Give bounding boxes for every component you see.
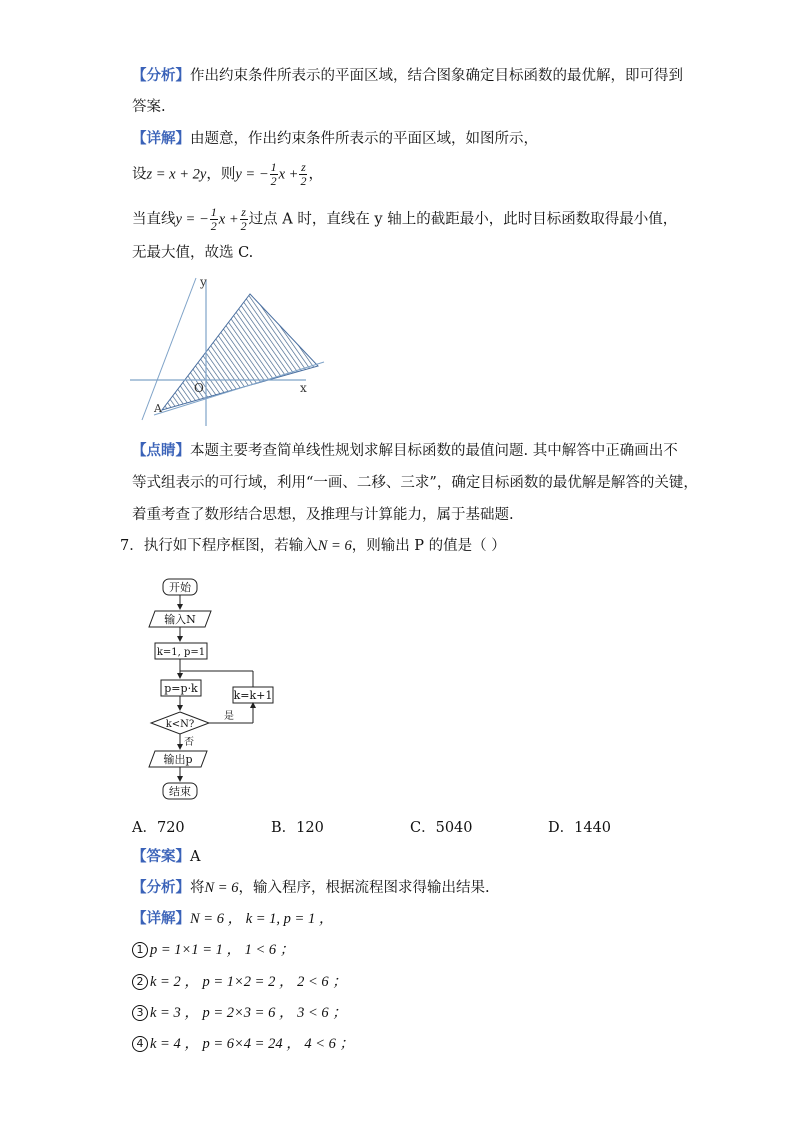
condition-label: k<N? xyxy=(165,719,195,730)
input-label: 输入N xyxy=(164,613,196,626)
step-number-circle: 4 xyxy=(132,1036,148,1052)
feasible-region-graph xyxy=(128,270,328,430)
output-label: 输出p xyxy=(163,753,193,766)
answer-line xyxy=(132,847,200,867)
step-number-circle: 2 xyxy=(132,974,148,990)
step-1: 1 p = 1×1 = 1 ， 1 < 6 ； xyxy=(132,940,294,960)
analysis-1-line-1: 【分析】作出约束条件所表示的平面区域，结合图象确定目标函数的最优解，即可得到 xyxy=(132,67,683,84)
detail-1-substitution: 设z = x + 2y，则y = − $\frac{1}{2}$ x + $\frac{z}{2}$ ， xyxy=(132,160,323,188)
comment-line-1: 【点睛】本题主要考查简单线性规划求解目标函数的最值问题. 其中解答中正确画出不 xyxy=(132,442,678,459)
no-label: 否 xyxy=(184,737,194,748)
detail-1-line-when: 当直线y = − $\frac{1}{2}$ x + $\frac{z}{2}$ 过点 A 时，直线在 y 轴上的截距最小，此时目标函数取得最小值， xyxy=(132,205,678,233)
question-7-stem: 7．执行如下程序框图，若输入N = 6，则输出 P 的值是（ ） xyxy=(120,538,506,554)
y-axis-label: y xyxy=(200,275,207,289)
option-d: D．1440 xyxy=(548,820,612,836)
step-number-circle: 1 xyxy=(132,942,148,958)
comment-bracket: 【点睛】 xyxy=(132,442,190,459)
detail-1-line-1: 【详解】由题意，作出约束条件所表示的平面区域，如图所示， xyxy=(132,130,538,147)
fraction-one-half: $\frac{1}{2}$ xyxy=(210,205,217,233)
origin-label: O xyxy=(194,381,204,395)
step-2: 2 k = 2 ， p = 1×2 = 2 ， 2 < 6 ； xyxy=(132,972,347,992)
point-a-label: A xyxy=(154,402,162,415)
comment-line-3: 着重考查了数形结合思想，及推理与计算能力，属于基础题. xyxy=(132,507,514,523)
x-axis-label: x xyxy=(300,381,307,395)
step-4: 4 k = 4 ， p = 6×4 = 24 ， 4 < 6 ； xyxy=(132,1034,354,1054)
step-number-circle: 3 xyxy=(132,1005,148,1021)
program-flowchart xyxy=(145,575,285,807)
analysis-bracket: 【分析】 xyxy=(132,879,190,896)
option-c: C．5040 xyxy=(410,820,473,836)
start-label: 开始 xyxy=(169,581,191,594)
increment-label: k=k+1 xyxy=(233,689,273,702)
init-label: k=1, p=1 xyxy=(156,647,206,658)
detail-bracket: 【详解】 xyxy=(132,910,190,927)
answer-bracket: 【答案】 xyxy=(132,848,190,865)
shaded-region xyxy=(162,294,318,410)
analysis-bracket: 【分析】 xyxy=(132,67,190,84)
fraction-one-half: $\frac{1}{2}$ xyxy=(270,160,277,188)
comment-line-2: 等式组表示的可行域，利用“一画、二移、三求”，确定目标函数的最优解是解答的关键， xyxy=(132,475,698,491)
detail-bracket: 【详解】 xyxy=(132,130,190,147)
yes-label: 是 xyxy=(224,711,234,722)
assign-label: p=p·k xyxy=(164,682,198,695)
end-label: 结束 xyxy=(169,785,191,798)
option-b: B．120 xyxy=(271,820,324,836)
analysis-1-line-2: 答案. xyxy=(132,99,166,115)
step-3: 3 k = 3 ， p = 2×3 = 6 ， 3 < 6 ； xyxy=(132,1003,347,1023)
detail-2-line: 【详解】N = 6 ， k = 1, p = 1 ， xyxy=(132,910,334,927)
detail-1-last-line: 无最大值，故选 C. xyxy=(132,245,254,261)
option-a: A．720 xyxy=(132,820,185,836)
fraction-z-half: $\frac{z}{2}$ xyxy=(240,205,247,233)
answer-value: A xyxy=(190,849,201,865)
analysis-2-line: 【分析】将N = 6，输入程序，根据流程图求得输出结果. xyxy=(132,879,490,896)
fraction-z-half: $\frac{z}{2}$ xyxy=(300,160,307,188)
